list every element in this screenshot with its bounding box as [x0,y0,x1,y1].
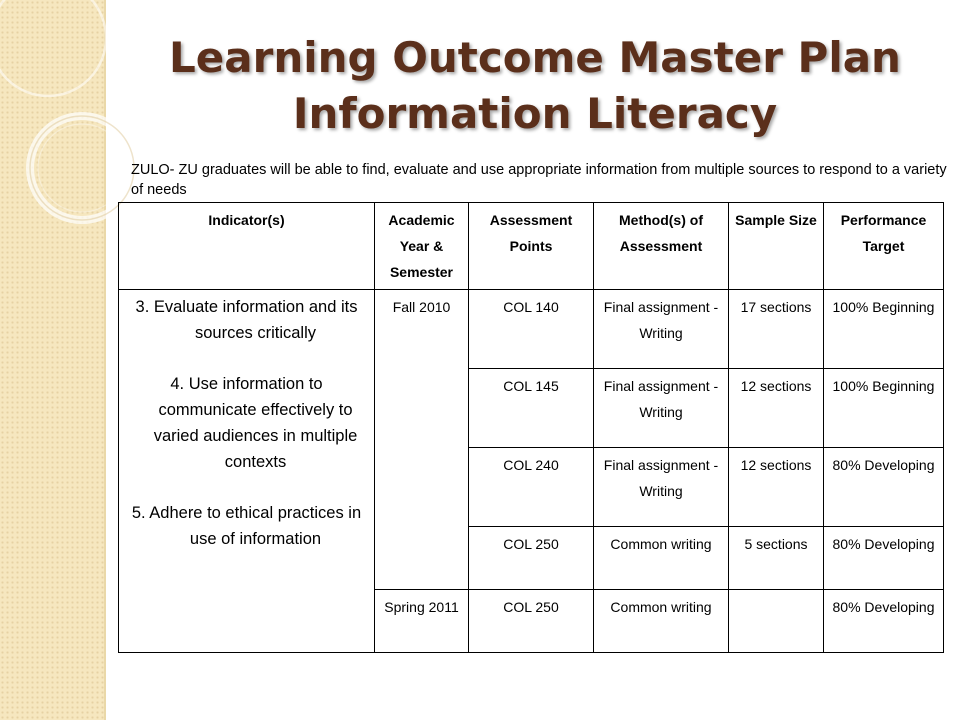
indicator-item: 3. Evaluate information and its sources critically [135,298,358,342]
target-cell: 80% Developing [824,448,944,527]
header-assessment-points: Assessment Points [469,203,594,290]
title-line-1: Learning Outcome Master Plan [169,33,901,82]
indicators-cell [119,290,375,653]
sample-size-cell: 12 sections [729,448,824,527]
page-title [110,30,960,142]
target-cell: 100% Beginning [824,290,944,369]
assessment-point-cell: COL 250 [469,527,594,590]
method-cell: Common writing [594,590,729,653]
table-header-row [119,203,944,290]
method-cell: Common writing [594,527,729,590]
assessment-point-cell: COL 145 [469,369,594,448]
sample-size-cell: 12 sections [729,369,824,448]
assessment-point-cell: COL 250 [469,590,594,653]
term-cell: Spring 2011 [375,590,469,653]
header-academic-year: Academic Year & Semester [375,203,469,290]
method-cell: Final assignment - Writing [594,369,729,448]
title-line-2: Information Literacy [292,89,778,138]
header-sample-size: Sample Size [729,203,824,290]
assessment-point-cell: COL 240 [469,448,594,527]
method-cell: Final assignment - Writing [594,290,729,369]
header-indicators: Indicator(s) [119,203,375,290]
method-cell: Final assignment - Writing [594,448,729,527]
table-row [119,290,944,369]
sample-size-cell: 17 sections [729,290,824,369]
outcome-statement: ZULO- ZU graduates will be able to find, evaluate and use appropriate information from multiple sources to respond to a variety of needs [131,162,947,198]
sample-size-cell [729,590,824,653]
sample-size-cell: 5 sections [729,527,824,590]
target-cell: 80% Developing [824,590,944,653]
decorative-sidebar [0,0,106,720]
indicator-item: 5. Adhere to ethical practices in use of information [131,504,362,548]
sidebar-edge [104,0,106,720]
indicator-item: 4. Use information to communicate effectively to varied audiences in multiple contexts [153,375,358,471]
master-plan-table [118,202,944,653]
header-performance-target: Performance Target [824,203,944,290]
term-cell: Fall 2010 [375,290,469,590]
target-cell: 100% Beginning [824,369,944,448]
assessment-point-cell: COL 140 [469,290,594,369]
target-cell: 80% Developing [824,527,944,590]
header-methods: Method(s) of Assessment [594,203,729,290]
